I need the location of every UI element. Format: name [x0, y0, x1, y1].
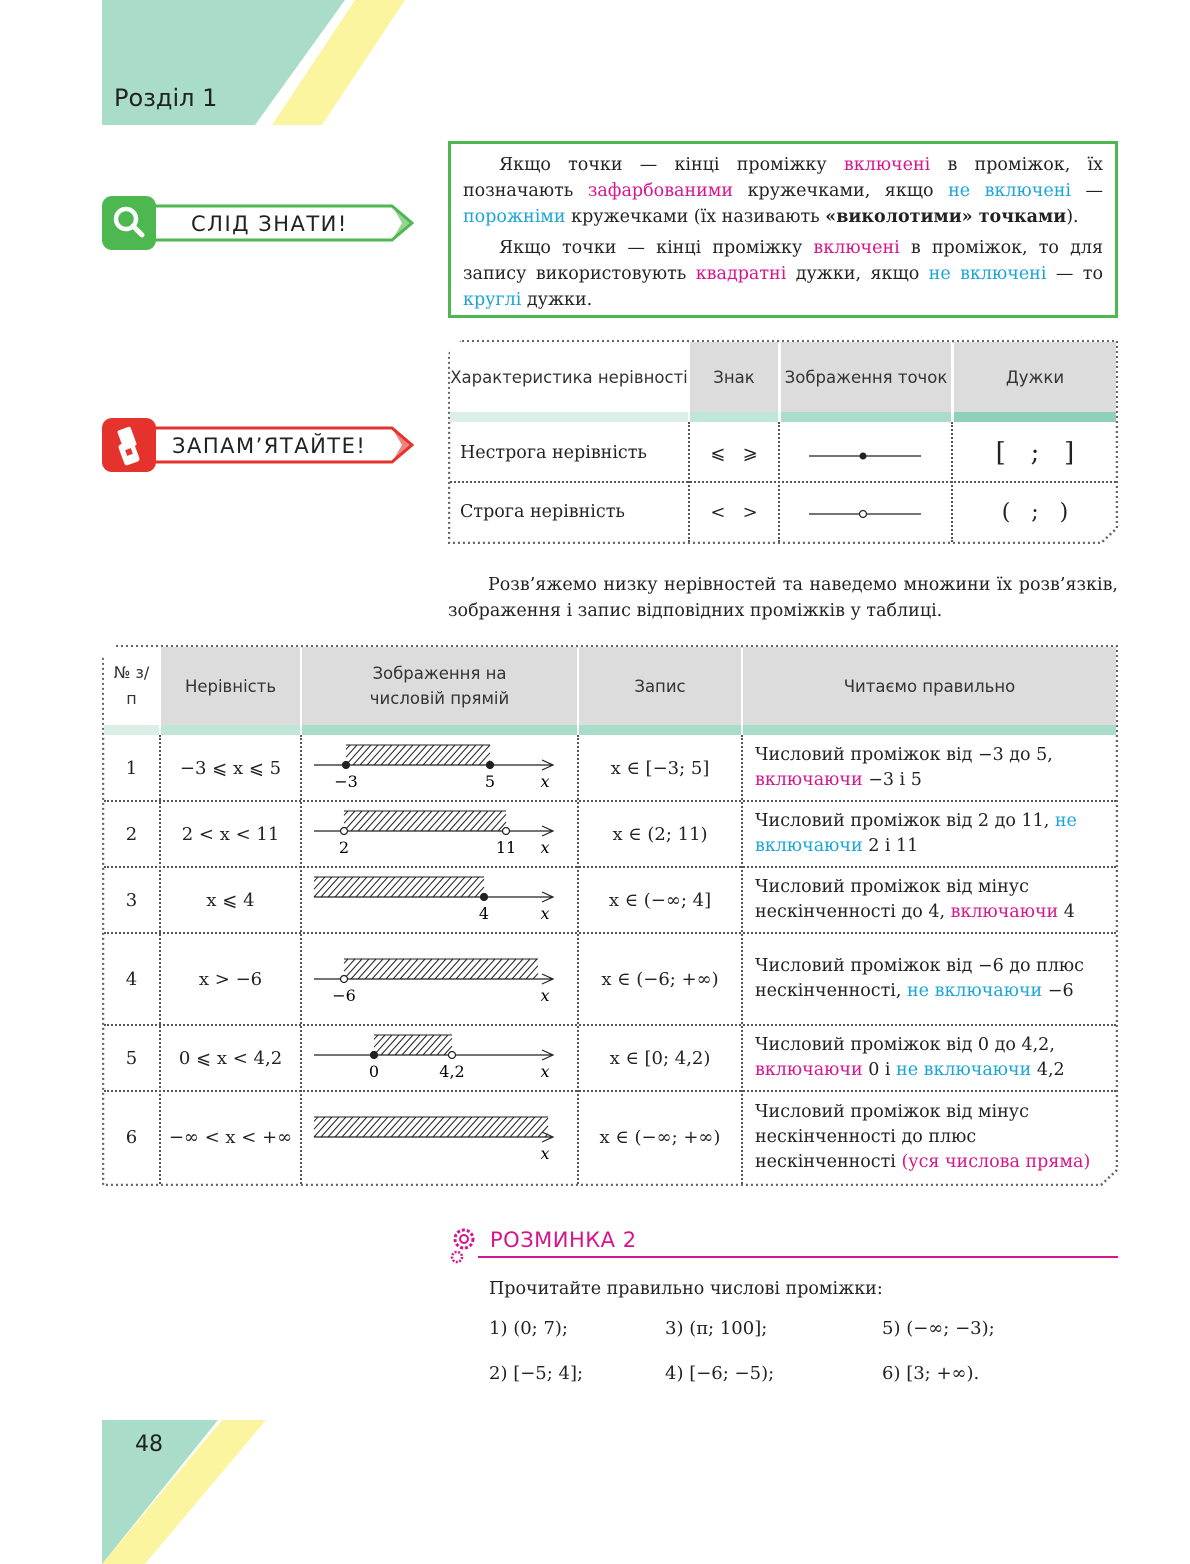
rule-p1-segment: в проміжок, їх позначають	[463, 155, 1103, 201]
row-reading	[743, 1025, 1116, 1091]
warmup-item: 5) (−∞; −3);	[882, 1318, 995, 1339]
reading-segment: −3 і 5	[862, 770, 922, 790]
axis-variable-label: x	[540, 904, 550, 923]
row-sign-nonstrict: ⩽ ⩾	[710, 442, 758, 464]
tick-label: 0	[368, 1062, 380, 1081]
row-sign-strict: < >	[710, 501, 758, 523]
axis-variable-label: x	[540, 986, 550, 1005]
warmup-item: 4) [−6; −5);	[665, 1363, 775, 1384]
row-inequality: 2 < x < 11	[181, 823, 280, 845]
rule-p1-segment: кружечками (їх називають	[565, 207, 826, 227]
rule-p2-segment: включені	[813, 238, 900, 258]
axis-variable-label: x	[540, 772, 550, 791]
intro-paragraph: Розв’яжемо низку нерівностей та наведемо множини їх розв’язків, зображення і запис відповідних проміжків у таблиці.	[448, 575, 1118, 621]
hollow-point	[449, 1052, 456, 1059]
reading-segment: включаючи	[755, 1060, 863, 1080]
col-header-reading: Читаємо правильно	[743, 647, 1116, 725]
hatch-region	[314, 877, 484, 897]
hatch-region	[344, 959, 538, 979]
row-reading	[743, 933, 1116, 1025]
col-header-sign: Знак	[690, 342, 778, 412]
brackets-table	[448, 340, 1118, 544]
rule-paragraph-2	[463, 235, 1103, 313]
rule-p1-segment: ).	[1066, 207, 1079, 227]
rule-paragraph-1	[463, 152, 1103, 230]
axis-variable-label: x	[540, 1062, 550, 1081]
col-header-record: Запис	[579, 647, 741, 725]
number-line	[302, 933, 577, 1025]
reading-segment: −6	[1042, 981, 1074, 1001]
number-line	[302, 867, 577, 933]
hatch-region	[346, 745, 490, 765]
col-header-brackets: Дужки	[954, 342, 1116, 412]
hollow-point	[503, 828, 510, 835]
rule-p1-segment: «виколотими» точками	[825, 207, 1067, 227]
rule-p1-segment: не включені	[948, 181, 1071, 201]
row-reading	[743, 1091, 1116, 1183]
reading-segment: Числовий проміжок від −6 до плюс нескінченності,	[755, 956, 1084, 1001]
warmup-intro: Прочитайте правильно числові проміжки:	[489, 1279, 883, 1299]
col-header-inequality: Нерівність	[161, 647, 300, 725]
col-header-number-line: Зображення на числовій прямій	[302, 647, 577, 725]
gears-icon	[448, 1225, 480, 1265]
axis-variable-label: x	[540, 1144, 550, 1163]
reading-segment: 4	[1058, 902, 1075, 922]
tick-label: −3	[334, 772, 358, 791]
row-reading	[743, 801, 1116, 867]
reading-segment: 4,2	[1031, 1060, 1065, 1080]
row-inequality: −∞ < x < +∞	[168, 1126, 293, 1148]
rule-p2-segment: в проміжок, то для запису використовують	[463, 238, 1104, 284]
row-number: 3	[125, 889, 138, 911]
hollow-point	[341, 976, 348, 983]
row-record: x ∈ [0; 4,2)	[609, 1047, 711, 1069]
intervals-table	[102, 645, 1118, 1186]
row-number: 1	[125, 757, 138, 779]
row-inequality: x ⩽ 4	[206, 889, 255, 911]
number-line	[302, 735, 577, 801]
rule-p1-segment: —	[1070, 181, 1103, 201]
rule-p1-segment: Якщо точки — кінці проміжку	[499, 155, 844, 175]
row-record: x ∈ (−∞; +∞)	[599, 1126, 721, 1148]
row-number: 5	[125, 1047, 138, 1069]
know-badge-label: СЛІД ЗНАТИ!	[191, 212, 348, 236]
row-number: 4	[125, 968, 138, 990]
reading-segment: включаючи	[950, 902, 1059, 922]
reading-segment: 0 і	[862, 1060, 897, 1080]
hatch-region	[314, 1117, 548, 1137]
rule-p2-segment: дужки.	[521, 290, 593, 310]
tick-label: 2	[338, 838, 350, 857]
reading-segment: Числовий проміжок від 0 до 4,2,	[755, 1035, 1055, 1055]
reading-segment: не включаючи	[896, 1060, 1032, 1080]
filled-point	[371, 1052, 378, 1059]
row-inequality: 0 ⩽ x < 4,2	[178, 1047, 283, 1069]
number-line	[302, 801, 577, 867]
warmup-item: 2) [−5; 4];	[489, 1363, 584, 1384]
reading-segment: Числовий проміжок від мінус нескінченності до 4,	[755, 877, 1029, 922]
warmup-title: РОЗМИНКА 2	[490, 1228, 637, 1252]
row-record: x ∈ [−3; 5]	[610, 757, 710, 779]
reading-segment: Числовий проміжок від мінус нескінченності до плюс нескінченності	[755, 1101, 1029, 1172]
remember-badge-label: ЗАПАМ’ЯТАЙТЕ!	[172, 434, 367, 458]
reading-segment: Числовий проміжок від 2 до 11,	[755, 811, 1055, 831]
row-brackets-nonstrict: [ ; ]	[995, 438, 1075, 468]
table-row	[102, 735, 1118, 801]
tick-label: 5	[484, 772, 496, 791]
table-row	[102, 801, 1118, 867]
rule-p2-segment: — то	[1046, 264, 1104, 284]
row-inequality: x > −6	[198, 968, 263, 990]
row-name-strict: Строга нерівність	[460, 502, 625, 522]
rule-p2-segment: дужки, якщо	[786, 264, 929, 284]
rule-p1-segment: включені	[843, 155, 931, 175]
warmup-item: 6) [3; +∞).	[882, 1363, 980, 1384]
row-record: x ∈ (−6; +∞)	[601, 968, 719, 990]
rule-p2-segment: круглі	[463, 290, 522, 310]
hatch-region	[374, 1035, 452, 1055]
table-row	[102, 1025, 1118, 1091]
reading-segment: (уся числова пряма)	[901, 1151, 1091, 1172]
search-icon	[102, 196, 156, 250]
usb-drive-icon	[102, 418, 156, 472]
row-number: 2	[125, 823, 138, 845]
warmup-item: 3) (π; 100];	[665, 1318, 768, 1339]
table-row	[102, 867, 1118, 933]
table-row	[102, 1091, 1118, 1183]
know-badge	[102, 196, 416, 250]
filled-point-diagram	[781, 426, 951, 480]
remember-badge	[102, 418, 416, 472]
rule-box	[448, 141, 1118, 318]
rule-p2-segment: квадратні	[695, 264, 787, 284]
tick-label: 11	[495, 838, 517, 857]
row-brackets-strict: ( ; )	[1001, 499, 1069, 525]
col-header-points: Зображення точок	[781, 342, 951, 412]
row-number: 6	[125, 1126, 138, 1148]
section-label: Розділ 1	[114, 84, 218, 112]
reading-segment: включаючи	[755, 770, 863, 790]
warmup-item: 1) (0; 7);	[489, 1318, 568, 1339]
rule-p1-segment: кружечками, якщо	[733, 181, 949, 201]
row-record: x ∈ (2; 11)	[612, 823, 708, 845]
hollow-point-diagram	[781, 484, 951, 540]
reading-segment: 2 і 11	[862, 836, 919, 856]
filled-point	[343, 762, 350, 769]
rule-p1-segment: порожніми	[463, 207, 566, 227]
tick-label: 4	[478, 904, 490, 923]
number-line	[302, 1091, 577, 1183]
hollow-point	[341, 828, 348, 835]
row-reading	[743, 867, 1116, 933]
rule-p1-segment: зафарбованими	[587, 181, 734, 201]
tick-label: 4,2	[439, 1062, 465, 1081]
hatch-region	[344, 811, 506, 831]
warmup-underline	[478, 1256, 1118, 1258]
row-record: x ∈ (−∞; 4]	[608, 889, 712, 911]
number-line	[302, 1025, 577, 1091]
row-inequality: −3 ⩽ x ⩽ 5	[179, 757, 282, 779]
reading-segment: Числовий проміжок від −3 до 5,	[755, 745, 1053, 765]
filled-point	[481, 894, 488, 901]
page-number: 48	[135, 1432, 163, 1457]
tick-label: −6	[332, 986, 356, 1005]
reading-segment: не включаючи	[755, 811, 1077, 856]
filled-point	[487, 762, 494, 769]
rule-p2-segment: Якщо точки — кінці проміжку	[499, 238, 814, 258]
axis-variable-label: x	[540, 838, 550, 857]
row-name-nonstrict: Нестрога нерівність	[460, 443, 647, 463]
row-reading	[743, 735, 1116, 801]
col-header-number: № з/п	[104, 647, 159, 725]
rule-p2-segment: не включені	[928, 264, 1047, 284]
reading-segment: не включаючи	[907, 981, 1043, 1001]
table-row	[102, 933, 1118, 1025]
col-header-characteristic: Характеристика нерівності	[450, 342, 688, 412]
